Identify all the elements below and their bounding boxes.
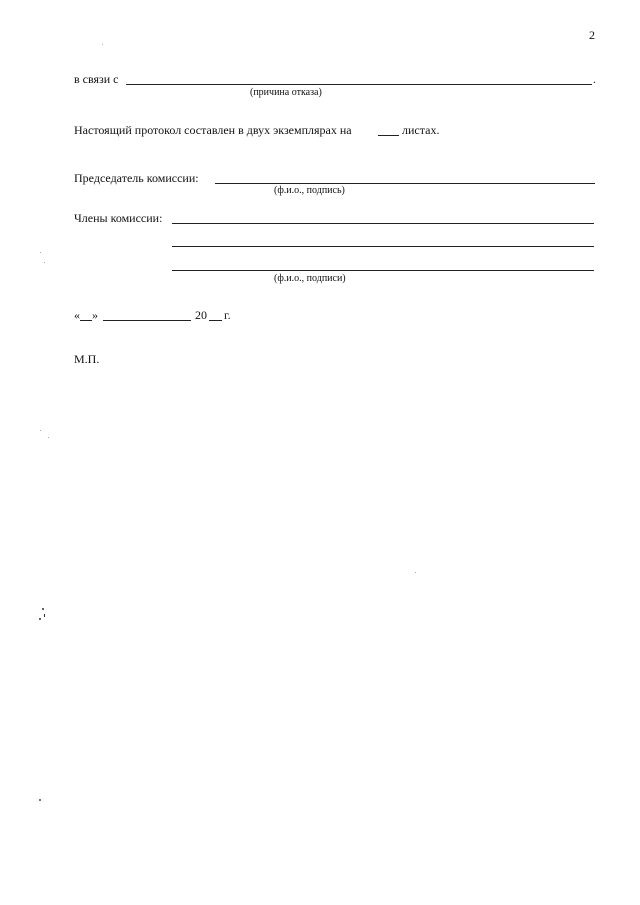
scan-speck <box>42 608 44 610</box>
members-fill-line-3 <box>172 270 594 271</box>
members-fill-line-2 <box>172 246 594 247</box>
members-label: Члены комиссии: <box>74 211 163 225</box>
chairman-caption: (ф.и.о., подпись) <box>274 185 345 196</box>
scan-speck <box>48 437 49 438</box>
sheets-fill-line <box>378 135 399 136</box>
protocol-text-before: Настоящий протокол составлен в двух экземплярах на <box>74 123 352 137</box>
scan-speck <box>39 618 41 620</box>
reason-fill-line <box>126 84 592 85</box>
chairman-label: Председатель комиссии: <box>74 171 199 185</box>
seal-mark: М.П. <box>74 352 100 366</box>
scan-speck <box>44 262 45 263</box>
scan-speck <box>40 252 41 253</box>
date-month-line <box>103 320 191 321</box>
scan-speck <box>40 430 41 431</box>
page-number: 2 <box>589 28 595 42</box>
reason-caption: (причина отказа) <box>250 87 322 98</box>
date-year-suffix: г. <box>224 308 231 322</box>
protocol-text-after: листах. <box>402 123 440 137</box>
scan-speck <box>39 799 41 801</box>
reason-end: . <box>593 72 596 86</box>
members-fill-line-1 <box>172 223 594 224</box>
scan-speck <box>415 572 416 573</box>
date-close-quote: » <box>92 308 98 322</box>
date-year-prefix: 20 <box>195 308 207 322</box>
date-open-quote: « <box>74 308 80 322</box>
date-day-line <box>80 320 92 321</box>
scan-speck <box>44 614 45 617</box>
members-caption: (ф.и.о., подписи) <box>274 273 346 284</box>
scan-speck <box>102 44 103 45</box>
reason-prefix: в связи с <box>74 72 119 86</box>
chairman-fill-line <box>215 183 595 184</box>
date-year-line <box>209 320 222 321</box>
